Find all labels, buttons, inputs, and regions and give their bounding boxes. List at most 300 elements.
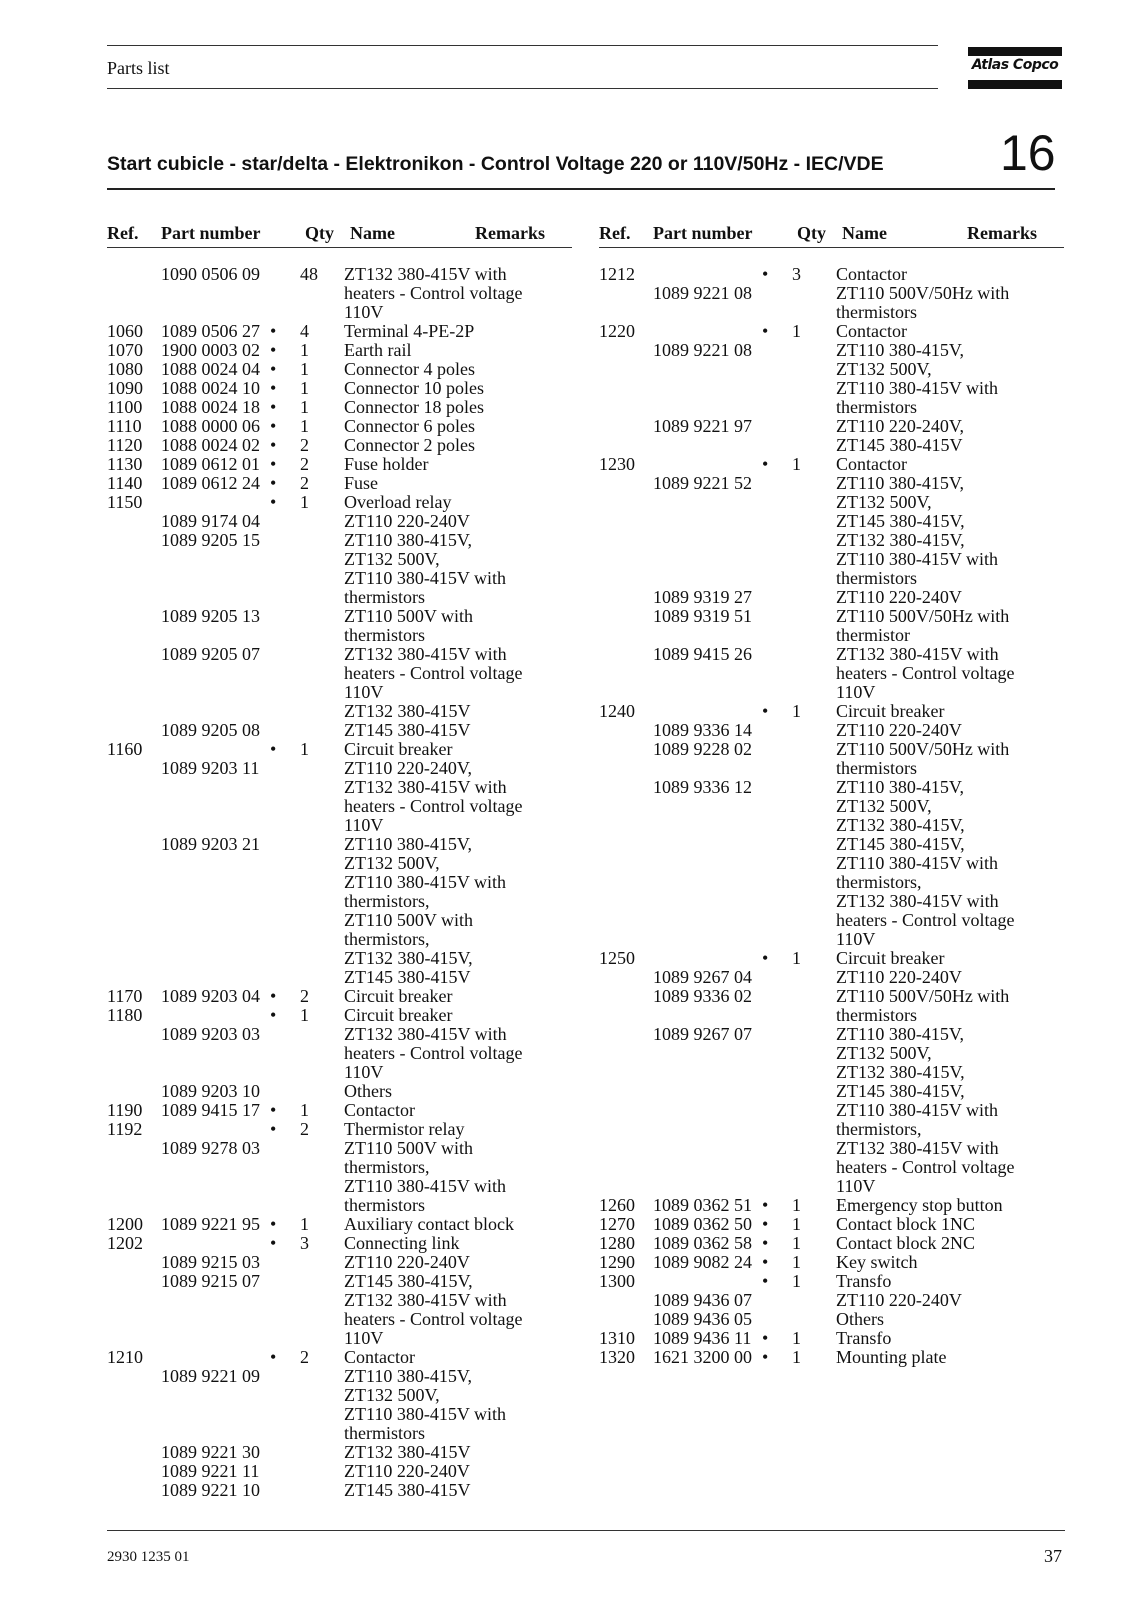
brand-logo (968, 47, 1062, 89)
qty-cell: 2 (300, 1119, 309, 1139)
ref-cell: 1210 (107, 1347, 143, 1367)
part-number-cell: 1089 9205 07 (161, 644, 260, 664)
ref-cell: 1140 (107, 473, 143, 493)
name-cell: ZT110 380-415V, (836, 1024, 964, 1044)
name-cell: ZT132 380-415V with (344, 644, 507, 664)
name-cell: Contact block 1NC (836, 1214, 975, 1234)
name-cell: ZT132 380-415V with (344, 264, 507, 284)
part-number-cell: 1621 3200 00 (653, 1347, 752, 1367)
left-column-headers (107, 223, 572, 247)
qty-cell: 2 (300, 435, 309, 455)
name-cell: Others (344, 1081, 392, 1101)
table-row (107, 645, 572, 664)
part-number-cell: 1089 9336 12 (653, 777, 752, 797)
left-parts-table (107, 265, 572, 1500)
name-cell: Connector 6 poles (344, 416, 475, 436)
part-number-cell: 1089 9203 10 (161, 1081, 260, 1101)
name-cell: thermistors (344, 1423, 425, 1443)
name-cell: thermistors (836, 568, 917, 588)
part-number-cell: 1089 9319 27 (653, 587, 752, 607)
part-number-cell: 1089 9221 30 (161, 1442, 260, 1462)
table-row (107, 588, 572, 607)
table-row (599, 873, 1064, 892)
bullet-cell: • (270, 986, 277, 1006)
name-cell: heaters - Control voltage (344, 663, 523, 683)
table-row (599, 1006, 1064, 1025)
table-row (599, 436, 1064, 455)
table-row (107, 740, 572, 759)
bullet-cell: • (270, 1347, 277, 1367)
name-cell: ZT132 380-415V with (344, 1024, 507, 1044)
ref-cell: 1260 (599, 1195, 635, 1215)
name-cell: Earth rail (344, 340, 412, 360)
ref-cell: 1120 (107, 435, 143, 455)
part-number-cell: 1089 9267 07 (653, 1024, 752, 1044)
name-cell: Fuse (344, 473, 379, 493)
name-cell: ZT132 380-415V, (344, 948, 473, 968)
name-cell: ZT110 500V with (344, 1138, 473, 1158)
part-number-cell: 1089 9221 09 (161, 1366, 260, 1386)
part-number-cell: 1089 9436 05 (653, 1309, 752, 1329)
table-row (107, 1367, 572, 1386)
bullet-cell: • (270, 340, 277, 360)
part-number-cell: 1089 9319 51 (653, 606, 752, 626)
table-row (599, 512, 1064, 531)
ref-cell: 1070 (107, 340, 143, 360)
table-row (107, 626, 572, 645)
table-row (107, 911, 572, 930)
name-cell: ZT145 380-415V (344, 967, 471, 987)
table-row (599, 1177, 1064, 1196)
name-cell: ZT110 220-240V (836, 720, 962, 740)
name-cell: ZT110 380-415V with (344, 872, 506, 892)
part-number-cell: 1090 0506 09 (161, 264, 260, 284)
ref-cell: 1060 (107, 321, 143, 341)
bullet-cell: • (270, 473, 277, 493)
name-cell: thermistors, (836, 1119, 922, 1139)
name-cell: Contact block 2NC (836, 1233, 975, 1253)
name-cell: ZT110 380-415V with (836, 853, 998, 873)
name-cell: ZT132 500V, (836, 796, 932, 816)
header-rule-bottom (107, 88, 938, 89)
name-cell: ZT145 380-415V, (836, 511, 965, 531)
name-cell: Mounting plate (836, 1347, 947, 1367)
qty-cell: 1 (792, 1252, 801, 1272)
bullet-cell: • (270, 416, 277, 436)
table-row (107, 1006, 572, 1025)
ref-cell: 1200 (107, 1214, 143, 1234)
name-cell: 110V (344, 682, 384, 702)
name-cell: ZT110 220-240V, (344, 758, 472, 778)
table-row (599, 398, 1064, 417)
table-row (107, 512, 572, 531)
qty-cell: 2 (300, 454, 309, 474)
qty-cell: 1 (300, 416, 309, 436)
part-number-cell: 1089 9221 08 (653, 340, 752, 360)
qty-cell: 2 (300, 473, 309, 493)
header-label: Parts list (107, 58, 170, 78)
header-name: Name (350, 223, 395, 243)
bullet-cell: • (270, 378, 277, 398)
table-row (107, 303, 572, 322)
table-row (599, 1291, 1064, 1310)
part-number-cell: 1089 9267 04 (653, 967, 752, 987)
ref-cell: 1240 (599, 701, 635, 721)
qty-cell: 48 (300, 264, 318, 284)
table-row (599, 284, 1064, 303)
ref-cell: 1202 (107, 1233, 143, 1253)
table-row (599, 322, 1064, 341)
name-cell: ZT110 380-415V, (344, 530, 472, 550)
name-cell: ZT132 380-415V (344, 1442, 471, 1462)
name-cell: Circuit breaker (836, 948, 945, 968)
part-number-cell: 1088 0024 04 (161, 359, 260, 379)
table-row (599, 1196, 1064, 1215)
table-row (599, 987, 1064, 1006)
table-row (599, 341, 1064, 360)
ref-cell: 1080 (107, 359, 143, 379)
name-cell: ZT132 380-415V, (836, 530, 965, 550)
header-ref: Ref. (599, 223, 631, 243)
name-cell: Contactor (836, 454, 907, 474)
table-row (599, 1348, 1064, 1367)
ref-cell: 1150 (107, 492, 143, 512)
part-number-cell: 1089 9228 02 (653, 739, 752, 759)
ref-cell: 1290 (599, 1252, 635, 1272)
table-row (107, 1120, 572, 1139)
table-row (599, 1215, 1064, 1234)
part-number-cell: 1089 9205 15 (161, 530, 260, 550)
header-name: Name (842, 223, 887, 243)
name-cell: Circuit breaker (344, 739, 453, 759)
bullet-cell: • (270, 1100, 277, 1120)
name-cell: heaters - Control voltage (836, 910, 1015, 930)
ref-cell: 1090 (107, 378, 143, 398)
header-remarks: Remarks (967, 223, 1037, 243)
name-cell: ZT110 380-415V with (836, 549, 998, 569)
table-row (599, 968, 1064, 987)
ref-cell: 1212 (599, 264, 635, 284)
table-row (599, 550, 1064, 569)
qty-cell: 4 (300, 321, 309, 341)
part-number-cell: 1089 9221 10 (161, 1480, 260, 1500)
part-number-cell: 1089 9174 04 (161, 511, 260, 531)
name-cell: ZT132 500V, (344, 549, 440, 569)
part-number-cell: 1089 9203 04 (161, 986, 260, 1006)
name-cell: Others (836, 1309, 884, 1329)
name-cell: Transfo (836, 1328, 892, 1348)
table-row (599, 816, 1064, 835)
header-rule-top (107, 45, 938, 46)
table-row (599, 1253, 1064, 1272)
table-row (599, 1272, 1064, 1291)
table-row (107, 1462, 572, 1481)
table-row (599, 664, 1064, 683)
table-row (107, 1386, 572, 1405)
name-cell: Key switch (836, 1252, 918, 1272)
name-cell: Transfo (836, 1271, 892, 1291)
brand-logo-text: Atlas Copco (971, 57, 1059, 73)
table-row (107, 1196, 572, 1215)
bullet-cell: • (762, 1271, 769, 1291)
name-cell: 110V (344, 1062, 384, 1082)
bullet-cell: • (270, 1214, 277, 1234)
table-row (599, 626, 1064, 645)
table-row (599, 1310, 1064, 1329)
name-cell: ZT145 380-415V (836, 435, 963, 455)
table-row (599, 797, 1064, 816)
name-cell: ZT110 380-415V with (836, 378, 998, 398)
qty-cell: 3 (792, 264, 801, 284)
qty-cell: 2 (300, 1347, 309, 1367)
name-cell: Connector 2 poles (344, 435, 475, 455)
name-cell: Auxiliary contact block (344, 1214, 514, 1234)
part-number-cell: 1089 9221 97 (653, 416, 752, 436)
name-cell: Connector 10 poles (344, 378, 484, 398)
table-row (107, 360, 572, 379)
part-number-cell: 1089 9221 52 (653, 473, 752, 493)
table-row (107, 1272, 572, 1291)
name-cell: ZT132 500V, (836, 492, 932, 512)
name-cell: thermistors, (344, 1157, 430, 1177)
footer-page-number: 37 (1044, 1546, 1062, 1566)
name-cell: thermistors, (836, 872, 922, 892)
bullet-cell: • (762, 1252, 769, 1272)
name-cell: ZT132 380-415V with (344, 777, 507, 797)
qty-cell: 2 (300, 986, 309, 1006)
name-cell: ZT110 220-240V (836, 967, 962, 987)
table-row (107, 379, 572, 398)
bullet-cell: • (270, 492, 277, 512)
table-row (599, 683, 1064, 702)
table-row (107, 284, 572, 303)
ref-cell: 1160 (107, 739, 143, 759)
name-cell: ZT110 380-415V, (836, 473, 964, 493)
table-row (107, 816, 572, 835)
name-cell: ZT110 380-415V, (836, 777, 964, 797)
name-cell: heaters - Control voltage (836, 1157, 1015, 1177)
name-cell: ZT132 380-415V with (344, 1290, 507, 1310)
name-cell: heaters - Control voltage (344, 1043, 523, 1063)
table-row (599, 892, 1064, 911)
name-cell: ZT110 220-240V (836, 1290, 962, 1310)
name-cell: ZT145 380-415V, (836, 1081, 965, 1101)
table-row (107, 1063, 572, 1082)
qty-cell: 1 (300, 739, 309, 759)
table-row (107, 1158, 572, 1177)
table-row (599, 607, 1064, 626)
header-part-number: Part number (161, 223, 261, 243)
table-row (107, 455, 572, 474)
name-cell: ZT145 380-415V (344, 1480, 471, 1500)
table-row (107, 968, 572, 987)
bullet-cell: • (762, 454, 769, 474)
qty-cell: 1 (792, 1195, 801, 1215)
table-row (107, 1139, 572, 1158)
name-cell: ZT145 380-415V (344, 720, 471, 740)
name-cell: Contactor (344, 1347, 415, 1367)
name-cell: ZT110 500V/50Hz with (836, 986, 1010, 1006)
table-row (599, 360, 1064, 379)
bullet-cell: • (270, 1119, 277, 1139)
table-row (107, 1310, 572, 1329)
part-number-cell: 1088 0024 10 (161, 378, 260, 398)
name-cell: 110V (344, 302, 384, 322)
table-row (107, 759, 572, 778)
bullet-cell: • (762, 1233, 769, 1253)
table-row (599, 455, 1064, 474)
title-rule (107, 188, 1055, 190)
table-row (599, 1158, 1064, 1177)
ref-cell: 1310 (599, 1328, 635, 1348)
ref-cell: 1220 (599, 321, 635, 341)
name-cell: Connecting link (344, 1233, 460, 1253)
bullet-cell: • (270, 397, 277, 417)
table-row (107, 436, 572, 455)
table-row (107, 1044, 572, 1063)
name-cell: heaters - Control voltage (836, 663, 1015, 683)
qty-cell: 1 (792, 321, 801, 341)
table-row (107, 873, 572, 892)
qty-cell: 1 (300, 1005, 309, 1025)
name-cell: ZT132 380-415V, (836, 1062, 965, 1082)
name-cell: heaters - Control voltage (344, 1309, 523, 1329)
qty-cell: 1 (300, 340, 309, 360)
table-row (107, 721, 572, 740)
name-cell: ZT110 380-415V with (344, 1404, 506, 1424)
table-row (107, 417, 572, 436)
part-number-cell: 1089 9336 02 (653, 986, 752, 1006)
bullet-cell: • (762, 1328, 769, 1348)
ref-cell: 1192 (107, 1119, 143, 1139)
qty-cell: 3 (300, 1233, 309, 1253)
table-row (599, 1063, 1064, 1082)
name-cell: ZT132 380-415V (344, 701, 471, 721)
name-cell: ZT110 500V/50Hz with (836, 739, 1010, 759)
header-ref: Ref. (107, 223, 139, 243)
part-number-cell: 1089 9215 07 (161, 1271, 260, 1291)
table-row (107, 1405, 572, 1424)
table-row (107, 398, 572, 417)
table-row (107, 1348, 572, 1367)
table-row (599, 949, 1064, 968)
name-cell: ZT110 220-240V (344, 511, 470, 531)
part-number-cell: 1089 9415 26 (653, 644, 752, 664)
name-cell: ZT132 500V, (836, 359, 932, 379)
bullet-cell: • (762, 321, 769, 341)
name-cell: ZT110 500V/50Hz with (836, 606, 1010, 626)
name-cell: Connector 4 poles (344, 359, 475, 379)
name-cell: thermistor (836, 625, 910, 645)
name-cell: ZT145 380-415V, (836, 834, 965, 854)
header-remarks: Remarks (475, 223, 545, 243)
part-number-cell: 1089 9205 13 (161, 606, 260, 626)
bullet-cell: • (762, 701, 769, 721)
table-row (107, 854, 572, 873)
table-row (107, 702, 572, 721)
table-row (599, 854, 1064, 873)
name-cell: ZT132 500V, (836, 1043, 932, 1063)
ref-cell: 1280 (599, 1233, 635, 1253)
ref-cell: 1300 (599, 1271, 635, 1291)
part-number-cell: 1089 9203 11 (161, 758, 260, 778)
qty-cell: 1 (792, 701, 801, 721)
page-title: Start cubicle - star/delta - Elektronikon - Control Voltage 220 or 110V/50Hz - IEC/VDE (107, 153, 884, 175)
name-cell: ZT110 380-415V, (836, 340, 964, 360)
name-cell: ZT110 220-240V (344, 1252, 470, 1272)
table-row (107, 322, 572, 341)
name-cell: thermistors, (344, 929, 430, 949)
table-row (107, 683, 572, 702)
name-cell: ZT110 380-415V with (344, 1176, 506, 1196)
table-row (599, 721, 1064, 740)
part-number-cell: 1089 9278 03 (161, 1138, 260, 1158)
table-row (599, 1329, 1064, 1348)
name-cell: Circuit breaker (344, 1005, 453, 1025)
name-cell: Contactor (836, 264, 907, 284)
table-row (599, 569, 1064, 588)
name-cell: Connector 18 poles (344, 397, 484, 417)
name-cell: Circuit breaker (836, 701, 945, 721)
name-cell: thermistors (836, 397, 917, 417)
name-cell: 110V (344, 1328, 384, 1348)
table-row (107, 569, 572, 588)
name-cell: thermistors (836, 1005, 917, 1025)
header-qty: Qty (797, 223, 826, 243)
left-header-rule (107, 247, 572, 248)
ref-cell: 1190 (107, 1100, 143, 1120)
table-row (599, 1120, 1064, 1139)
part-number-cell: 1088 0000 06 (161, 416, 260, 436)
table-row (107, 664, 572, 683)
name-cell: ZT132 500V, (344, 853, 440, 873)
table-row (107, 550, 572, 569)
ref-cell: 1100 (107, 397, 143, 417)
bullet-cell: • (270, 359, 277, 379)
name-cell: ZT132 380-415V with (836, 1138, 999, 1158)
table-row (599, 778, 1064, 797)
qty-cell: 1 (792, 1214, 801, 1234)
name-cell: ZT110 380-415V with (836, 1100, 998, 1120)
bullet-cell: • (270, 435, 277, 455)
bullet-cell: • (762, 1195, 769, 1215)
table-row (599, 740, 1064, 759)
table-row (599, 1044, 1064, 1063)
qty-cell: 1 (792, 1233, 801, 1253)
name-cell: heaters - Control voltage (344, 796, 523, 816)
table-row (599, 1101, 1064, 1120)
table-row (599, 588, 1064, 607)
table-row (599, 1139, 1064, 1158)
part-number-cell: 1089 9205 08 (161, 720, 260, 740)
part-number-cell: 1089 9221 95 (161, 1214, 260, 1234)
part-number-cell: 1089 0612 01 (161, 454, 260, 474)
table-row (107, 892, 572, 911)
name-cell: thermistors (344, 625, 425, 645)
name-cell: ZT110 380-415V with (344, 568, 506, 588)
table-row (599, 835, 1064, 854)
header-qty: Qty (305, 223, 334, 243)
table-row (107, 1291, 572, 1310)
part-number-cell: 1089 9215 03 (161, 1252, 260, 1272)
table-row (599, 911, 1064, 930)
qty-cell: 1 (792, 948, 801, 968)
part-number-cell: 1089 9203 21 (161, 834, 260, 854)
qty-cell: 1 (300, 1100, 309, 1120)
section-number: 16 (1000, 125, 1056, 181)
table-row (107, 1177, 572, 1196)
qty-cell: 1 (792, 454, 801, 474)
